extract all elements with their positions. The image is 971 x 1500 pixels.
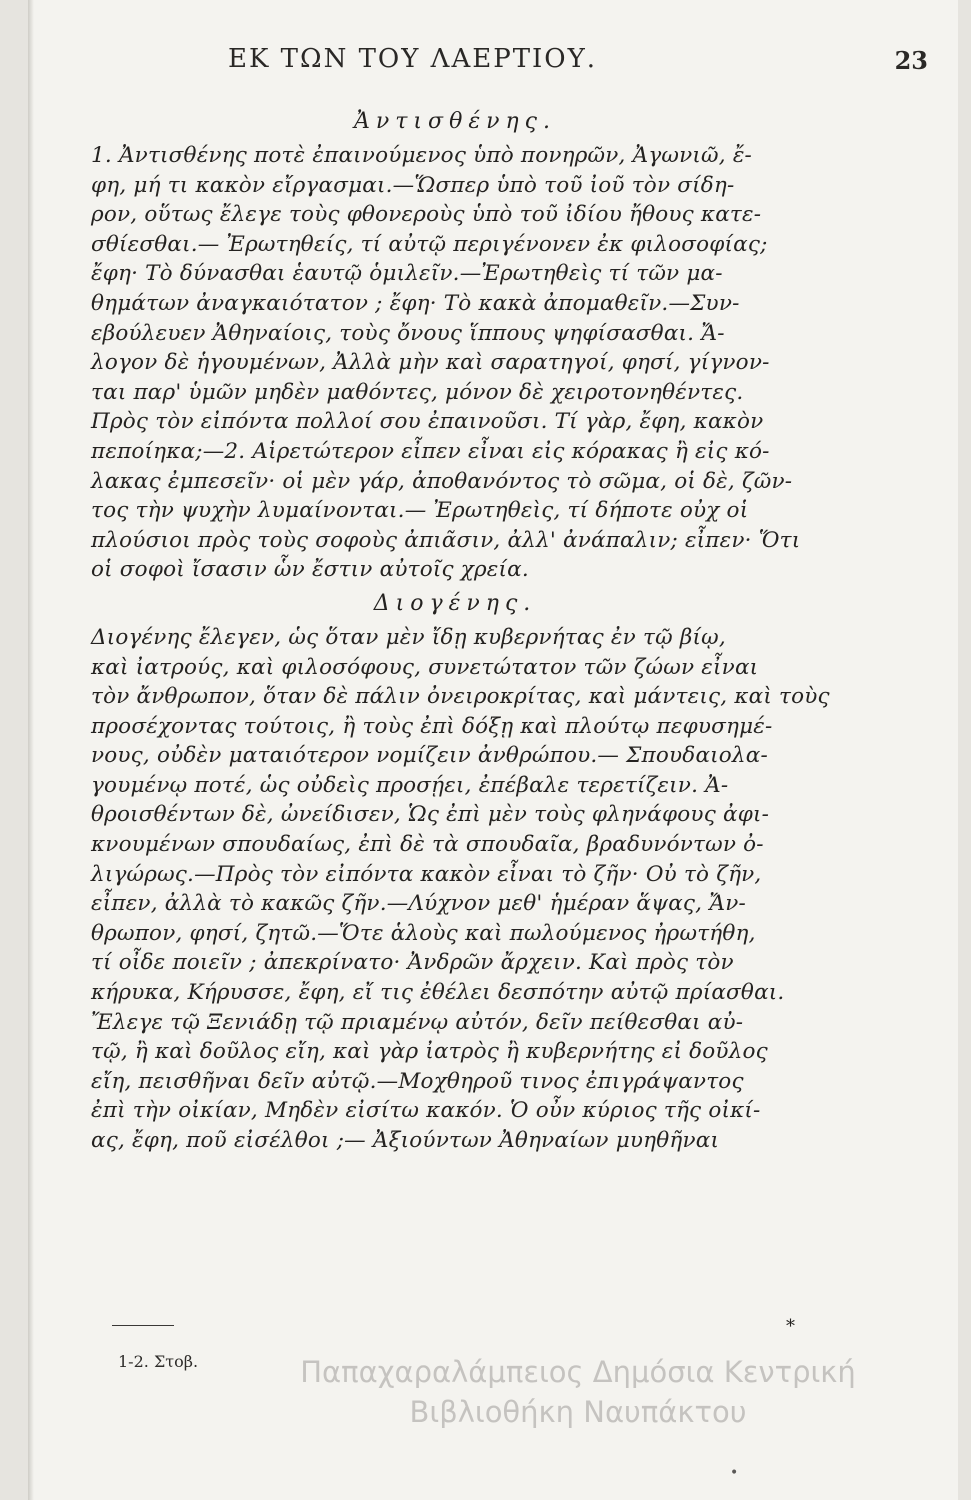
text-line: Διογένης ἔλεγεν, ὡς ὅταν μὲν ἴδῃ κυβερνήτας ἐν τῷ βίῳ, [91,624,726,650]
text-line: οἱ σοφοὶ ἴσασιν ὧν ἔστιν αὐτοῖς χρεία. [91,557,529,583]
main-text [91,103,830,1156]
text-line: πλούσιοι πρὸς τοὺς σοφοὺς ἀπιᾶσιν, ἀλλ' ἀνάπαλιν; εἶπεν· Ὅτι [91,527,801,553]
section-heading-antisthenes: Ἀντισθένης. [354,109,556,134]
text-line: ρον, οὕτως ἔλεγε τοὺς φθονεροὺς ὑπὸ τοῦ ἰδίου ἤθους κατε- [91,202,762,228]
text-line: τος τὴν ψυχὴν λυμαίνονται.— Ἐρωτηθεὶς, τί δήποτε οὐχ οἱ [91,498,749,524]
bottom-dot: • [730,1465,739,1481]
text-line: τῷ, ἢ καὶ δοῦλος εἴη, καὶ γὰρ ἰατρὸς ἢ κυβερνήτης εἰ δοῦλος [91,1039,768,1065]
section-heading-diogenes: Διογένης. [373,590,537,616]
text-line: κήρυκα, Κήρυσσε, ἔφη, εἴ τις ἐθέλει δεσπότην αὐτῷ πρίασθαι. [91,980,785,1006]
footnote: 1-2. Στοβ. [118,1352,199,1371]
text-line: καὶ ἰατρούς, καὶ φιλοσόφους, συνετώτατον τῶν ζώων εἶναι [91,654,759,680]
running-title: ΕΚ ΤΩΝ ΤΟΥ ΛΑΕΡΤΙΟΥ. [228,44,598,74]
text-line: Πρὸς τὸν εἰπόντα πολλοί σου ἐπαινοῦσι. Τί γὰρ, ἔφη, κακὸν [91,409,764,435]
footnote-mark: * [786,1316,795,1337]
text-line: λακας ἐμπεσεῖν· οἱ μὲν γάρ, ἀποθανόντος τὸ σῶμα, οἱ δὲ, ζῶν- [91,468,793,494]
text-line: Ἔλεγε τῷ Ξενιάδῃ τῷ πριαμένῳ αὐτόν, δεῖν πείθεσθαι αὐ- [91,1009,744,1035]
text-line: 1. Ἀντισθένης ποτὲ ἐπαινούμενος ὑπὸ πονηρῶν, Ἀγωνιῶ, ἔ- [91,143,753,168]
text-line: τί οἶδε ποιεῖν ; ἀπεκρίνατο· Ἀνδρῶν ἄρχειν. Καὶ πρὸς τὸν [91,950,734,976]
text-line: λογον δὲ ἡγουμένων, Ἀλλὰ μὴν καὶ σαρατηγοί, φησί, γίγνον- [91,350,770,376]
watermark-line-2: Βιβλιοθήκη Ναυπάκτου [409,1395,747,1429]
text-line: θημάτων ἀναγκαιότατον ; ἔφη· Τὸ κακὰ ἀπομαθεῖν.—Συν- [91,290,740,316]
text-line: θροισθέντων δὲ, ὠνείδισεν, Ὡς ἐπὶ μὲν τοὺς φληνάφους ἀφι- [91,802,770,828]
text-line: πεποίηκα;—2. Αἱρετώτερον εἶπεν εἶναι εἰς κόρακας ἢ εἰς κό- [91,438,770,464]
text-line: σθίεσθαι.— Ἐρωτηθείς, τί αὐτῷ περιγένονεν ἐκ φιλοσοφίας; [91,231,768,257]
page-number: 23 [894,46,928,75]
text-line: εἶπεν, ἀλλὰ τὸ κακῶς ζῆν.—Λύχνον μεθ' ἡμέραν ἅψας, Ἄν- [91,891,746,917]
text-line: ἐπὶ τὴν οἰκίαν, Μηδὲν εἰσίτω κακόν. Ὁ οὖν κύριος τῆς οἰκί- [91,1098,761,1124]
text-line: ται παρ' ὑμῶν μηδὲν μαθόντες, μόνον δὲ χειροτονηθέντες. [91,379,744,405]
page-header [28,36,958,76]
text-line: εβούλευεν Ἀθηναίοις, τοὺς ὄνους ἵππους ψηφίσασθαι. Ἄ- [91,320,725,346]
text-line: τὸν ἄνθρωπον, ὅταν δὲ πάλιν ὀνειροκρίτας, καὶ μάντεις, καὶ τοὺς [91,684,830,710]
text-line: γουμένῳ ποτέ, ὡς οὐδεὶς προσῄει, ἐπέβαλε τερετίζειν. Ἀ- [91,772,729,798]
text-line: νους, οὐδὲν ματαιότερον νομίζειν ἀνθρώπου.— Σπουδαιολα- [91,743,768,769]
text-line: ας, ἔφη, ποῦ εἰσέλθοι ;— Ἀξιούντων Ἀθηναίων μυηθῆναι [91,1128,720,1153]
book-page [28,0,958,1500]
watermark-line-1: Παπαχαραλάμπειος Δημόσια Κεντρική [300,1355,856,1389]
text-line: κνουμένων σπουδαίως, ἐπὶ δὲ τὰ σπουδαῖα, βραδυνόντων ὀ- [91,832,764,858]
text-line: λιγώρως.—Πρὸς τὸν εἰπόντα κακὸν εἶναι τὸ ζῆν· Οὐ τὸ ζῆν, [91,861,762,887]
text-line: εἴη, πεισθῆναι δεῖν αὐτῷ.—Μοχθηροῦ τινος ἐπιγράψαντος [91,1068,744,1094]
footnote-rule [112,1325,174,1326]
text-line: προσέχοντας τούτοις, ἢ τοὺς ἐπὶ δόξῃ καὶ πλούτῳ πεφυσημέ- [91,713,773,739]
text-line: φη, μή τι κακὸν εἴργασμαι.—Ὥσπερ ὑπὸ τοῦ ἰοῦ τὸν σίδη- [91,172,735,198]
text-line: ἔφη· Τὸ δύνασθαι ἑαυτῷ ὁμιλεῖν.—Ἐρωτηθεὶς τί τῶν μα- [91,261,723,287]
library-watermark [228,1352,928,1432]
text-line: θρωπον, φησί, ζητῶ.—Ὅτε ἁλοὺς καὶ πωλούμενος ἠρωτήθη, [91,920,756,946]
